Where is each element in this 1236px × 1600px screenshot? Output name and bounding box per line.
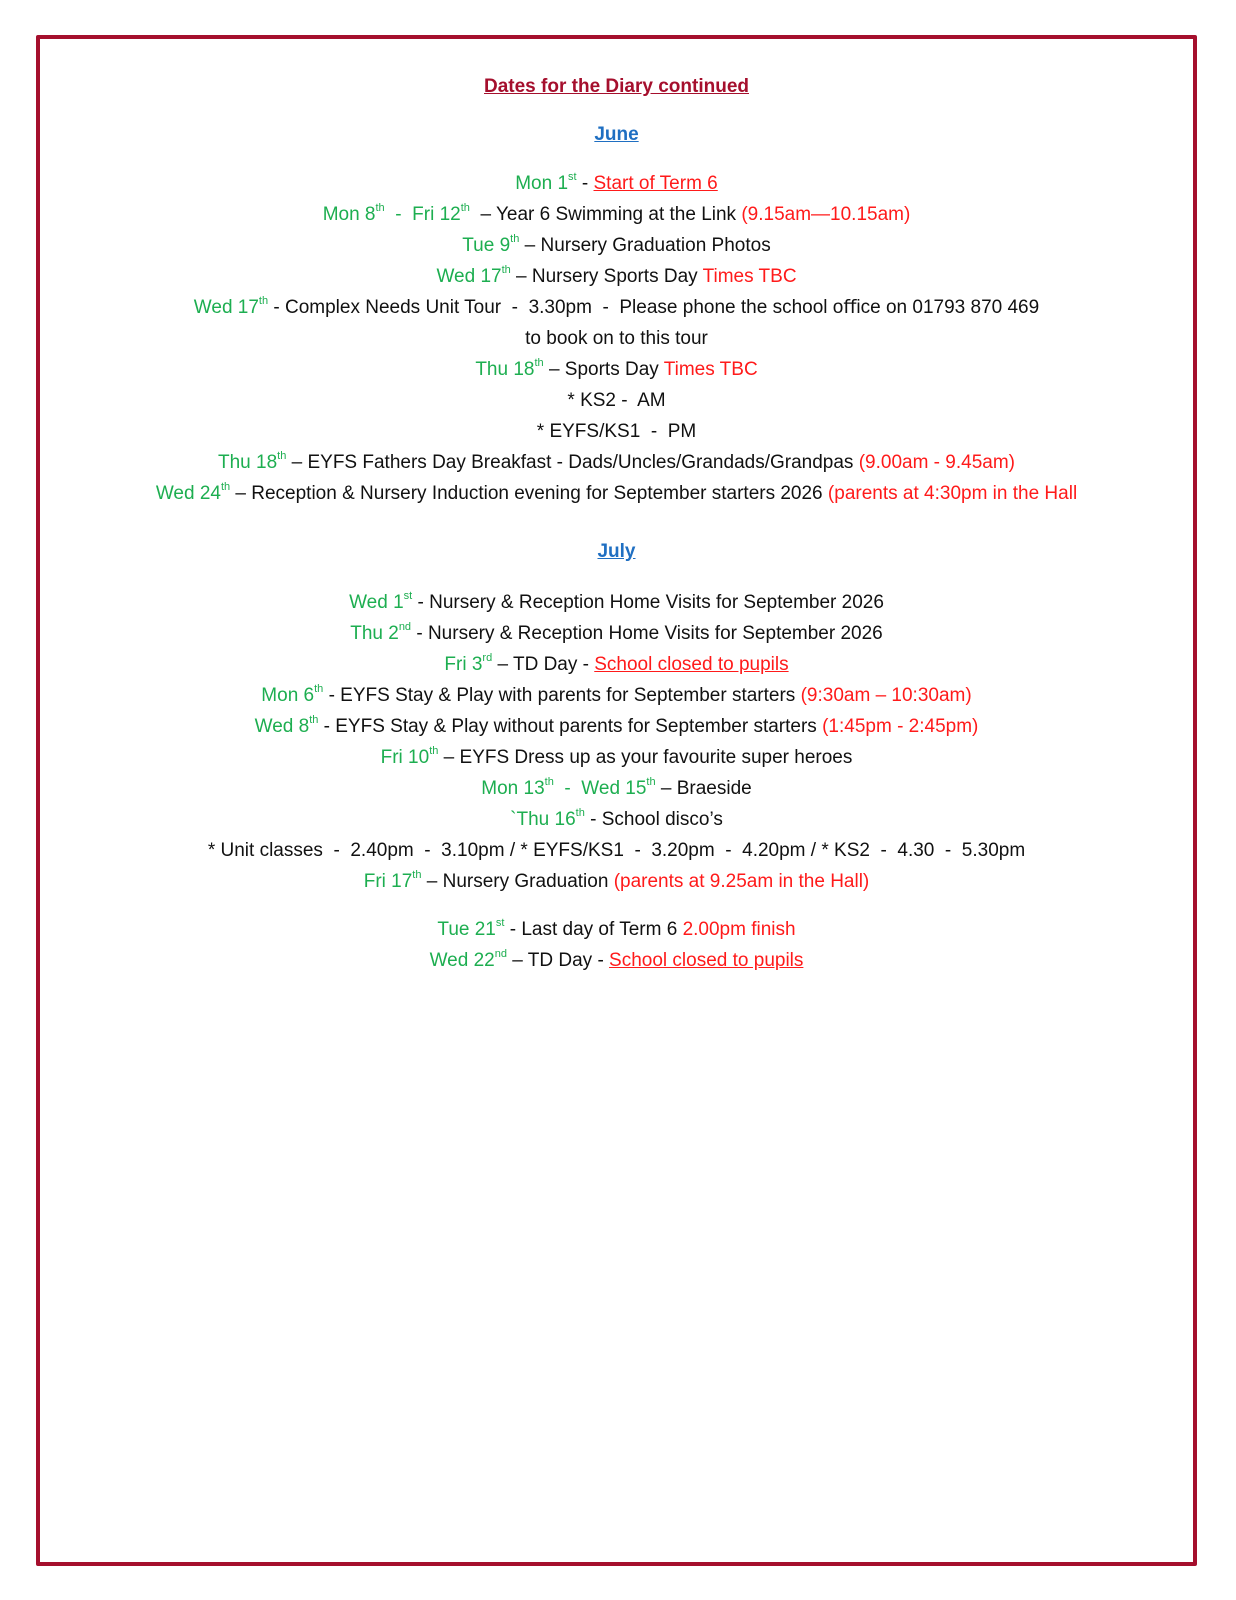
date-end: Wed 15 — [581, 778, 647, 799]
entry-text: - Last day of Term 6 — [504, 919, 683, 940]
highlight-text: 2.00pm finish — [682, 919, 796, 940]
july-heading: July — [597, 541, 636, 562]
date-suffix: nd — [494, 947, 507, 960]
date-suffix: st — [568, 170, 577, 183]
june-entry-2 — [40, 199, 1193, 230]
date: Fri 3 — [444, 654, 483, 675]
date: Fri 10 — [380, 747, 430, 768]
date-suffix: th — [575, 806, 585, 819]
entry-text: - School disco’s — [584, 809, 723, 830]
highlight-link: School closed to pupils — [609, 950, 804, 971]
june-entry-11 — [40, 478, 1193, 509]
date-suffix: rd — [482, 651, 493, 664]
date-suffix: th — [646, 775, 656, 788]
entry-text: – TD Day - — [492, 654, 595, 675]
entry-text: – Nursery Graduation Photos — [519, 235, 771, 256]
highlight-link: Start of Term 6 — [593, 173, 718, 194]
june-entry-9 — [40, 416, 1193, 447]
date-suffix: th — [429, 744, 439, 757]
june-entry-5-continued — [40, 323, 1193, 354]
july-entry-7 — [40, 773, 1193, 804]
date-start: Mon 8 — [322, 204, 376, 225]
entry-text: – EYFS Fathers Day Breakfast - Dads/Uncles/Grandads/Grandpas — [286, 452, 859, 473]
entry-text: * EYFS/KS1 - PM — [536, 421, 697, 442]
date: `Thu 16 — [510, 809, 576, 830]
section-spacer — [40, 509, 1193, 539]
date-suffix: st — [495, 916, 505, 929]
date-suffix: th — [309, 713, 319, 726]
entry-text: to book on to this tour — [525, 328, 708, 349]
entry-text: – TD Day - — [506, 950, 610, 971]
date: Wed 1 — [349, 592, 404, 613]
highlight-text: (9:30am – 10:30am) — [800, 685, 972, 706]
date-suffix: th — [510, 232, 520, 245]
date-suffix: th — [314, 682, 324, 695]
june-entry-5 — [40, 292, 1193, 323]
diary-content — [40, 74, 1193, 976]
date: Tue 21 — [437, 919, 496, 940]
june-entry-4 — [40, 261, 1193, 292]
date-suffix: th — [258, 294, 269, 307]
date: Wed 17 — [436, 266, 502, 287]
entry-text: - EYFS Stay & Play without parents for September starters — [318, 716, 823, 737]
highlight-text: (parents at 4:30pm in the Hall — [827, 483, 1078, 504]
date-suffix: th — [220, 480, 231, 493]
july-entry-10 — [40, 866, 1193, 897]
section-spacer — [40, 897, 1193, 914]
date: Mon 1 — [515, 173, 569, 194]
date-end: Fri 12 — [412, 204, 461, 225]
entry-text: – Nursery Sports Day — [510, 266, 703, 287]
june-heading: June — [594, 124, 639, 145]
entry-text: – Braeside — [655, 778, 752, 799]
entry-text: – Reception & Nursery Induction evening for September starters 2026 — [230, 483, 828, 504]
july-entry-4 — [40, 680, 1193, 711]
highlight-text: (1:45pm - 2:45pm) — [822, 716, 979, 737]
highlight-link: School closed to pupils — [594, 654, 789, 675]
date-suffix: th — [534, 356, 544, 369]
date: Fri 17 — [363, 871, 413, 892]
date-suffix: st — [403, 589, 413, 602]
date-suffix: th — [412, 868, 422, 881]
entry-text: - Nursery & Reception Home Visits for September 2026 — [412, 592, 884, 613]
date: Thu 2 — [350, 623, 399, 644]
date: Thu 18 — [218, 452, 278, 473]
date: Wed 24 — [155, 483, 221, 504]
july-entry-9 — [40, 835, 1193, 866]
july-entry-11 — [40, 914, 1193, 945]
date: Wed 8 — [254, 716, 310, 737]
june-entry-10 — [40, 447, 1193, 478]
date: Thu 18 — [475, 359, 535, 380]
july-entry-2 — [40, 618, 1193, 649]
date-range-separator: - — [384, 204, 413, 225]
date-suffix: nd — [398, 620, 412, 633]
entry-text: – Sports Day — [543, 359, 664, 380]
entry-text: - Complex Needs Unit Tour - 3.30pm - Please phone the school oﬀice on 01793 870 469 — [268, 297, 1040, 318]
highlight-text: Times TBC — [663, 359, 758, 380]
date-suffix: th — [460, 201, 470, 214]
date: Wed 17 — [193, 297, 259, 318]
june-entry-3 — [40, 230, 1193, 261]
date-suffix: th — [544, 775, 554, 788]
july-entry-3 — [40, 649, 1193, 680]
entry-text: * KS2 - AM — [567, 390, 666, 411]
page-title: Dates for the Diary continued — [484, 76, 749, 97]
date-suffix: th — [501, 263, 511, 276]
highlight-text: (9.15am—10.15am) — [741, 204, 911, 225]
entry-text: – Nursery Graduation — [421, 871, 614, 892]
entry-text: - EYFS Stay & Play with parents for September starters — [323, 685, 801, 706]
date-suffix: th — [277, 449, 287, 462]
july-entry-6 — [40, 742, 1193, 773]
july-entry-12 — [40, 945, 1193, 976]
july-entry-8 — [40, 804, 1193, 835]
highlight-text: Times TBC — [702, 266, 797, 287]
june-entry-1 — [40, 168, 1193, 199]
entry-text: - — [576, 173, 594, 194]
highlight-text: (parents at 9.25am in the Hall) — [613, 871, 870, 892]
june-entry-8 — [40, 385, 1193, 416]
entry-text: - Nursery & Reception Home Visits for September 2026 — [411, 623, 883, 644]
entry-text: – Year 6 Swimming at the Link — [469, 204, 742, 225]
highlight-text: (9.00am - 9.45am) — [858, 452, 1015, 473]
date: Mon 6 — [261, 685, 315, 706]
july-entry-5 — [40, 711, 1193, 742]
date: Wed 22 — [429, 950, 495, 971]
date: Tue 9 — [462, 235, 511, 256]
entry-text: * Unit classes - 2.40pm - 3.10pm / * EYFS/KS1 - 3.20pm - 4.20pm / * KS2 - 4.30 - 5.30pm — [207, 840, 1026, 861]
entry-text: – EYFS Dress up as your favourite super heroes — [438, 747, 853, 768]
june-entry-7 — [40, 354, 1193, 385]
date-range-separator: - — [553, 778, 582, 799]
july-entry-1 — [40, 587, 1193, 618]
date-start: Mon 13 — [481, 778, 545, 799]
date-suffix: th — [375, 201, 385, 214]
